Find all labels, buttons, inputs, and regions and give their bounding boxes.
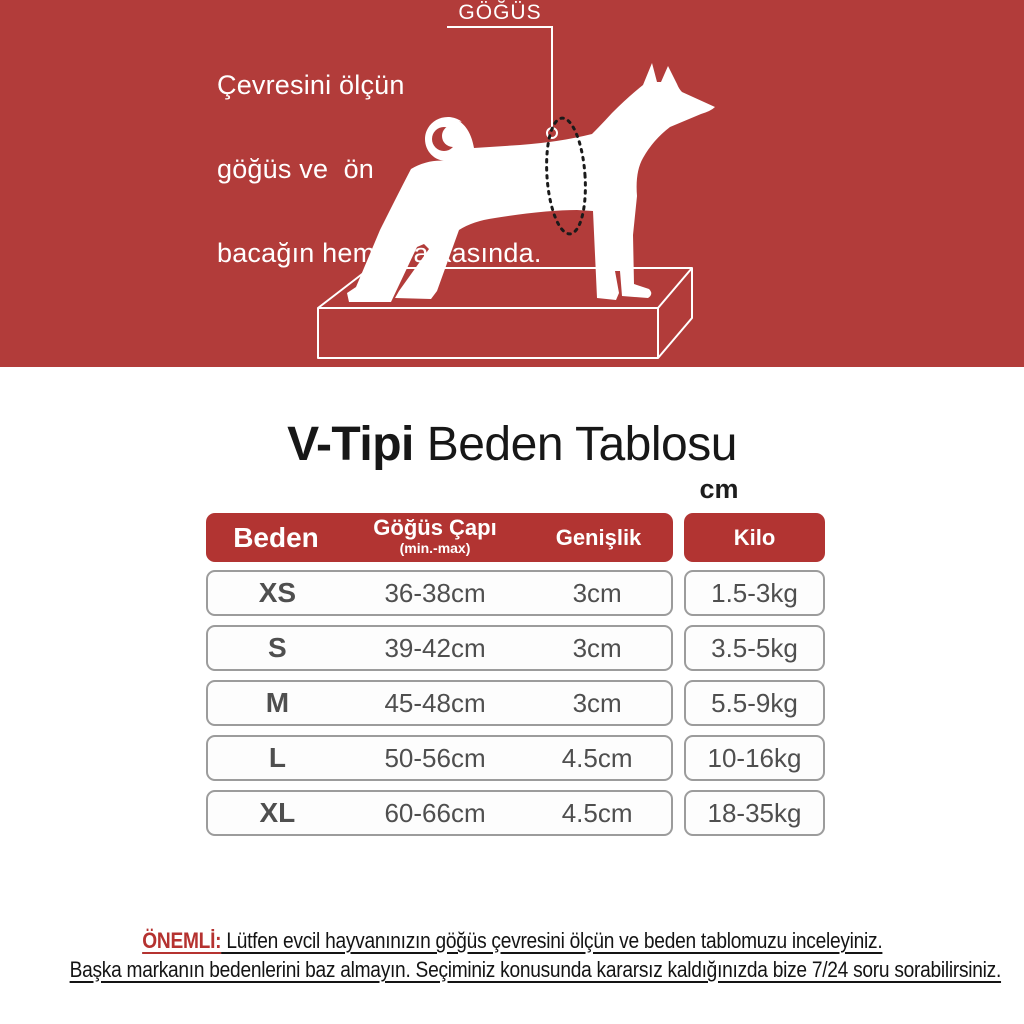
header-weight: Kilo bbox=[684, 513, 825, 562]
instruction-line: göğüs ve ön bbox=[217, 154, 375, 184]
header-chest-sub: (min.-max) bbox=[399, 539, 471, 556]
header-chest-main: Göğüs Çapı bbox=[373, 514, 497, 540]
cell-width: 4.5cm bbox=[561, 742, 633, 773]
unit-label: cm bbox=[699, 474, 739, 504]
title-product-type: V-Tipi bbox=[287, 418, 414, 471]
title-rest: Beden Tablosu bbox=[413, 418, 737, 471]
cell-chest: 45-48cm bbox=[384, 687, 486, 718]
cell-size: XS bbox=[258, 577, 297, 608]
cell-width: 3cm bbox=[572, 632, 622, 663]
header-width: Genişlik bbox=[555, 524, 642, 550]
cell-size: M bbox=[265, 687, 290, 718]
header-size: Beden bbox=[233, 521, 319, 553]
instruction-line: Çevresini ölçün bbox=[217, 70, 405, 100]
cell-width: 3cm bbox=[572, 687, 622, 718]
table-row-s bbox=[206, 625, 673, 671]
cell-chest: 60-66cm bbox=[384, 797, 486, 828]
cell-chest: 50-56cm bbox=[384, 742, 486, 773]
cell-size: XL bbox=[259, 797, 296, 828]
cell-size: S bbox=[268, 632, 287, 663]
instruction-line: bacağın hemen arkasında. bbox=[217, 238, 542, 268]
footer-line-1-text: Lütfen evcil hayvanınızın göğüs çevresini ölçün ve beden tablomuzu inceleyiniz. bbox=[220, 928, 883, 953]
cell-weight-m: 5.5-9kg bbox=[684, 680, 825, 726]
chest-callout-label: GÖĞÜS bbox=[458, 1, 542, 24]
footer-note bbox=[0, 926, 1024, 984]
measure-instruction bbox=[217, 15, 542, 323]
cell-width: 4.5cm bbox=[561, 797, 633, 828]
page-title bbox=[0, 417, 1024, 472]
table-row-xs bbox=[206, 570, 673, 616]
cell-weight-s: 3.5-5kg bbox=[684, 625, 825, 671]
table-header bbox=[206, 513, 673, 562]
important-label: ÖNEMLİ: bbox=[141, 928, 221, 953]
cell-chest: 36-38cm bbox=[384, 577, 486, 608]
header-chest bbox=[346, 514, 524, 559]
cell-weight-xs: 1.5-3kg bbox=[684, 570, 825, 616]
footer-line-1 bbox=[0, 926, 1024, 955]
table-row-xl bbox=[206, 790, 673, 836]
footer-line-2-text: Başka markanın bedenlerini baz almayın. Seçiminiz konusunda kararsız kaldığınızda bize 7/24 soru sorabilirsiniz. bbox=[69, 957, 1002, 982]
table-row-m bbox=[206, 680, 673, 726]
footer-line-2 bbox=[0, 955, 1024, 984]
cell-width: 3cm bbox=[572, 577, 622, 608]
cell-weight-xl: 18-35kg bbox=[684, 790, 825, 836]
cell-weight-l: 10-16kg bbox=[684, 735, 825, 781]
cell-chest: 39-42cm bbox=[384, 632, 486, 663]
cell-size: L bbox=[268, 742, 286, 773]
measure-banner bbox=[0, 0, 1024, 367]
table-row-l bbox=[206, 735, 673, 781]
